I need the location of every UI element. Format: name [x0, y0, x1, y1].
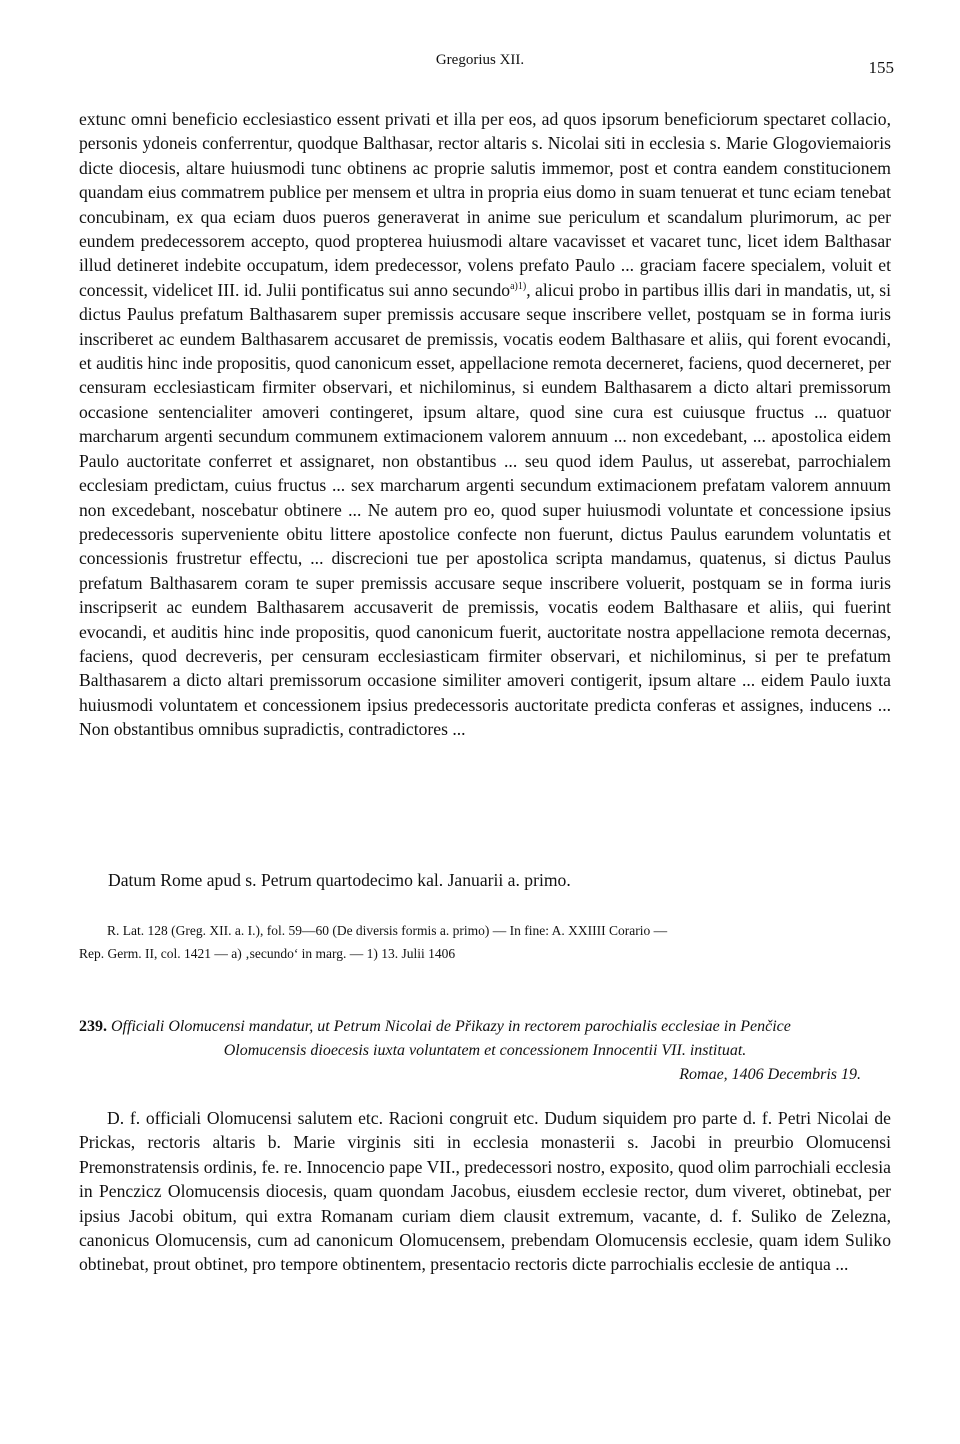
- running-title: Gregorius XII.: [435, 52, 525, 68]
- footnote-marker: a)1): [510, 280, 527, 292]
- paragraph-main: [79, 107, 891, 742]
- paragraph-entry-body: [79, 1106, 891, 1277]
- entry-number: 239.: [79, 1018, 107, 1035]
- apparatus-notes: [79, 919, 891, 965]
- entry-body-text: D. f. officiali Olomucensi salutem etc. Racioni congruit etc. Dudum siquidem pro parte d. f. Petri Nicolai de Prickas, rectoris altaris b. Marie virginis siti in ecclesia monasterii s. Jacobi in preurbio Olomucensi Premonstratensis ordinis, fe. re. Innocencio pape VII., predecessori nostro, exposito, quod olim parrochiali ecclesia in Penczicz Olomucensis diocesis, quam quondam Jacobus, eiusdem ecclesie rector, dum viveret, obtinebat, per ipsius Jacobi obitum, qui extra Romanam curiam diem clausit extremum, vacante, d. f. Suliko de Zelezna, canonicus Olomucensis, cum ad canonicum Olomucensem, prebendam Olomucensis ecclesie, quam idem Suliko obtinebat, prout obtinet, pro tempore obtinentem, presentacio rectoris dicte parrochialis ecclesie de antiqua ...: [79, 1108, 891, 1275]
- paragraph-main-continued: , alicui probo in partibus illis dari in mandatis, ut, si dictus Paulus prefatum Balthasarem super premissis accusare seque inscribere vellet, postquam se in forma iuris inscriberet ac eundem Balthasarem accusaret de premissis, vocatis eodem Balthasare et aliis, qui forent evocandi, et auditis hinc inde propositis, quod canonicum esset, appellacione remota decerneret, faciens, quod decerneret, per censuram ecclesiasticam firmiter observari, et nichilominus, si eundem Balthasarem a dicto altari premissorum occasione sentencialiter amoveri contingeret, ipsum altare, quod sine cura est cuiusque fructus ... quatuor marcharum argenti secundum communem extimacionem valorem annuum ... non excedebant, ... apostolica eidem Paulo auctoritate conferret et assignaret, non obstantibus ... seu quod idem Paulus, ut asserebat, parrochialem ecclesiam predictam, cuius fructus ... sex marcharum argenti secundum extimacionem prefatam valorem annuum non excedebant, noscebatur obtinere ... Ne autem pro eo, quod super huiusmodi voluntate et concessione ipsius predecessoris superveniente obitu littere apostolice confecte non fuerunt, dictus Paulus earundem voluntatis et concessionis frustretur effectu, ... discrecioni tue per apostolica scripta mandamus, quatenus, si dictus Paulus prefatum Balthasarem coram te super premissis accusare seque inscribere voluerit, postquam se in forma iuris inscripserit ac eundem Balthasarem accusaverit de premissis, vocatis eodem Balthasare et aliis, qui fuerint evocandi, et auditis hinc inde propositis, quod canonicum fuerit, auctoritate nostra appellacione remota decernas, faciens, quod decreveris, per censuram ecclesiasticam firmiter observari, et nichilominus, si per te prefatum Balthasarem a dicto altari premissorum occasione similiter amoveri contigerit, ipsum altare ... eidem Paulo iuxta huiusmodi voluntatem et concessionem ipsius predecessoris auctoritate predicta conferas et assignes, inducens ... Non obstantibus omnibus supradictis, contradictores ...: [79, 279, 891, 740]
- entry-dateline: Romae, 1406 Decembris 19.: [679, 1066, 861, 1083]
- page-header: [0, 52, 960, 82]
- entry-heading: [79, 1015, 891, 1087]
- paragraph-main-text: extunc omni beneficio ecclesiastico essent privati et illa per eos, ad quos ipsorum beneficiorum spectaret collacio, personis ydoneis conferrentur, quodque Balthasar, rector altaris s. Nicolai siti in ecclesia s. Marie Glogoviemaioris dicte diocesis, altare huiusmodi tunc obtinens ac proprie salutis immemor, post et contra eandem constitucionem quandam eius commatrem publice per mensem et ultra in propria eius domo in suam tenuerat et tunc eciam tenebat concubinam, ex qua eciam duos pueros generaverat in anime sue periculum et scandalum plurimorum, ac per eundem predecessorem accepto, quod propterea huiusmodi altare vacavisset et vacaret tunc, licet idem Balthasar illud detineret indebite occupatum, idem predecessor, volens prefato Paulo ... graciam facere specialem, voluit et concessit, videlicet III. id. Julii pontificatus sui anno secundo: [79, 109, 891, 300]
- entry-title-line-1: Officiali Olomucensi mandatur, ut Petrum Nicolai de Přikazy in rectorem parochialis ecclesiae in Penčice: [111, 1018, 791, 1035]
- note-line-1: R. Lat. 128 (Greg. XII. a. I.), fol. 59—60 (De diversis formis a. primo) — In fine: A. XXIIII Corario —: [107, 923, 668, 938]
- note-line-2: Rep. Germ. II, col. 1421 — a) ‚secundo‘ in marg. — 1) 13. Julii 1406: [79, 946, 456, 961]
- page-number: 155: [868, 58, 894, 77]
- entry-title-line-2: Olomucensis dioecesis iuxta voluntatem et concessionem Innocentii VII. instituat.: [223, 1042, 747, 1059]
- dating-clause: Datum Rome apud s. Petrum quartodecimo kal. Januarii a. primo.: [108, 870, 571, 890]
